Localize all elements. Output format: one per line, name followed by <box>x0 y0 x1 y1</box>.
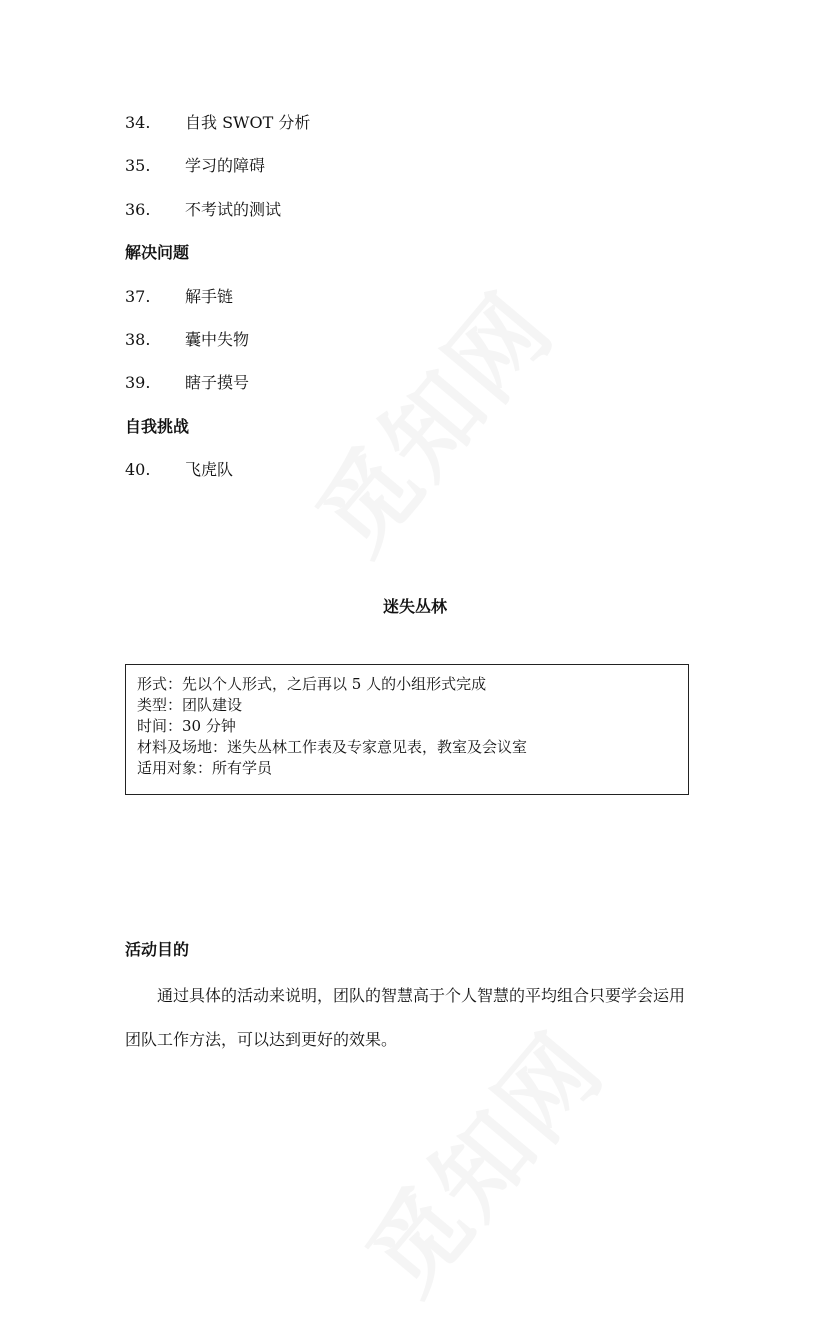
item-text: 飞虎队 <box>185 460 234 479</box>
section-heading-self-challenge: 自我挑战 <box>125 417 190 436</box>
item-number: 36. <box>125 200 151 219</box>
list-item <box>125 156 265 176</box>
list-item <box>125 113 310 133</box>
item-text: 瞎子摸号 <box>185 373 250 392</box>
list-item <box>125 287 233 307</box>
item-text: 自我 SWOT 分析 <box>185 113 311 132</box>
item-number: 38. <box>125 330 151 349</box>
purpose-paragraph-line-2: 团队工作方法，可以达到更好的效果。 <box>125 1030 398 1049</box>
activity-info-box <box>125 664 689 795</box>
info-type: 类型：团队建设 <box>137 696 243 714</box>
info-audience: 适用对象：所有学员 <box>137 759 273 777</box>
watermark-bottom: 觅知网 <box>346 1012 626 1315</box>
purpose-heading: 活动目的 <box>125 940 190 959</box>
item-text: 学习的障碍 <box>185 156 266 175</box>
list-item <box>125 330 249 350</box>
list-item <box>125 373 249 393</box>
purpose-paragraph-line-1: 通过具体的活动来说明，团队的智慧高于个人智慧的平均组合只要学会运用 <box>157 986 686 1005</box>
item-number: 35. <box>125 156 151 175</box>
watermark: 觅知网 <box>296 272 576 575</box>
item-number: 34. <box>125 113 151 132</box>
info-format: 形式：先以个人形式，之后再以 5 人的小组形式完成 <box>137 675 487 693</box>
item-text: 囊中失物 <box>185 330 250 349</box>
item-number: 39. <box>125 373 151 392</box>
item-number: 40. <box>125 460 151 479</box>
list-item <box>125 200 281 220</box>
item-text: 解手链 <box>185 287 234 306</box>
item-text: 不考试的测试 <box>185 200 282 219</box>
list-item <box>125 460 233 480</box>
activity-title: 迷失丛林 <box>382 597 447 616</box>
item-number: 37. <box>125 287 151 306</box>
section-heading-problem-solving: 解决问题 <box>125 243 190 262</box>
info-duration: 时间：30 分钟 <box>137 717 236 735</box>
info-materials: 材料及场地：迷失丛林工作表及专家意见表，教室及会议室 <box>137 738 528 756</box>
